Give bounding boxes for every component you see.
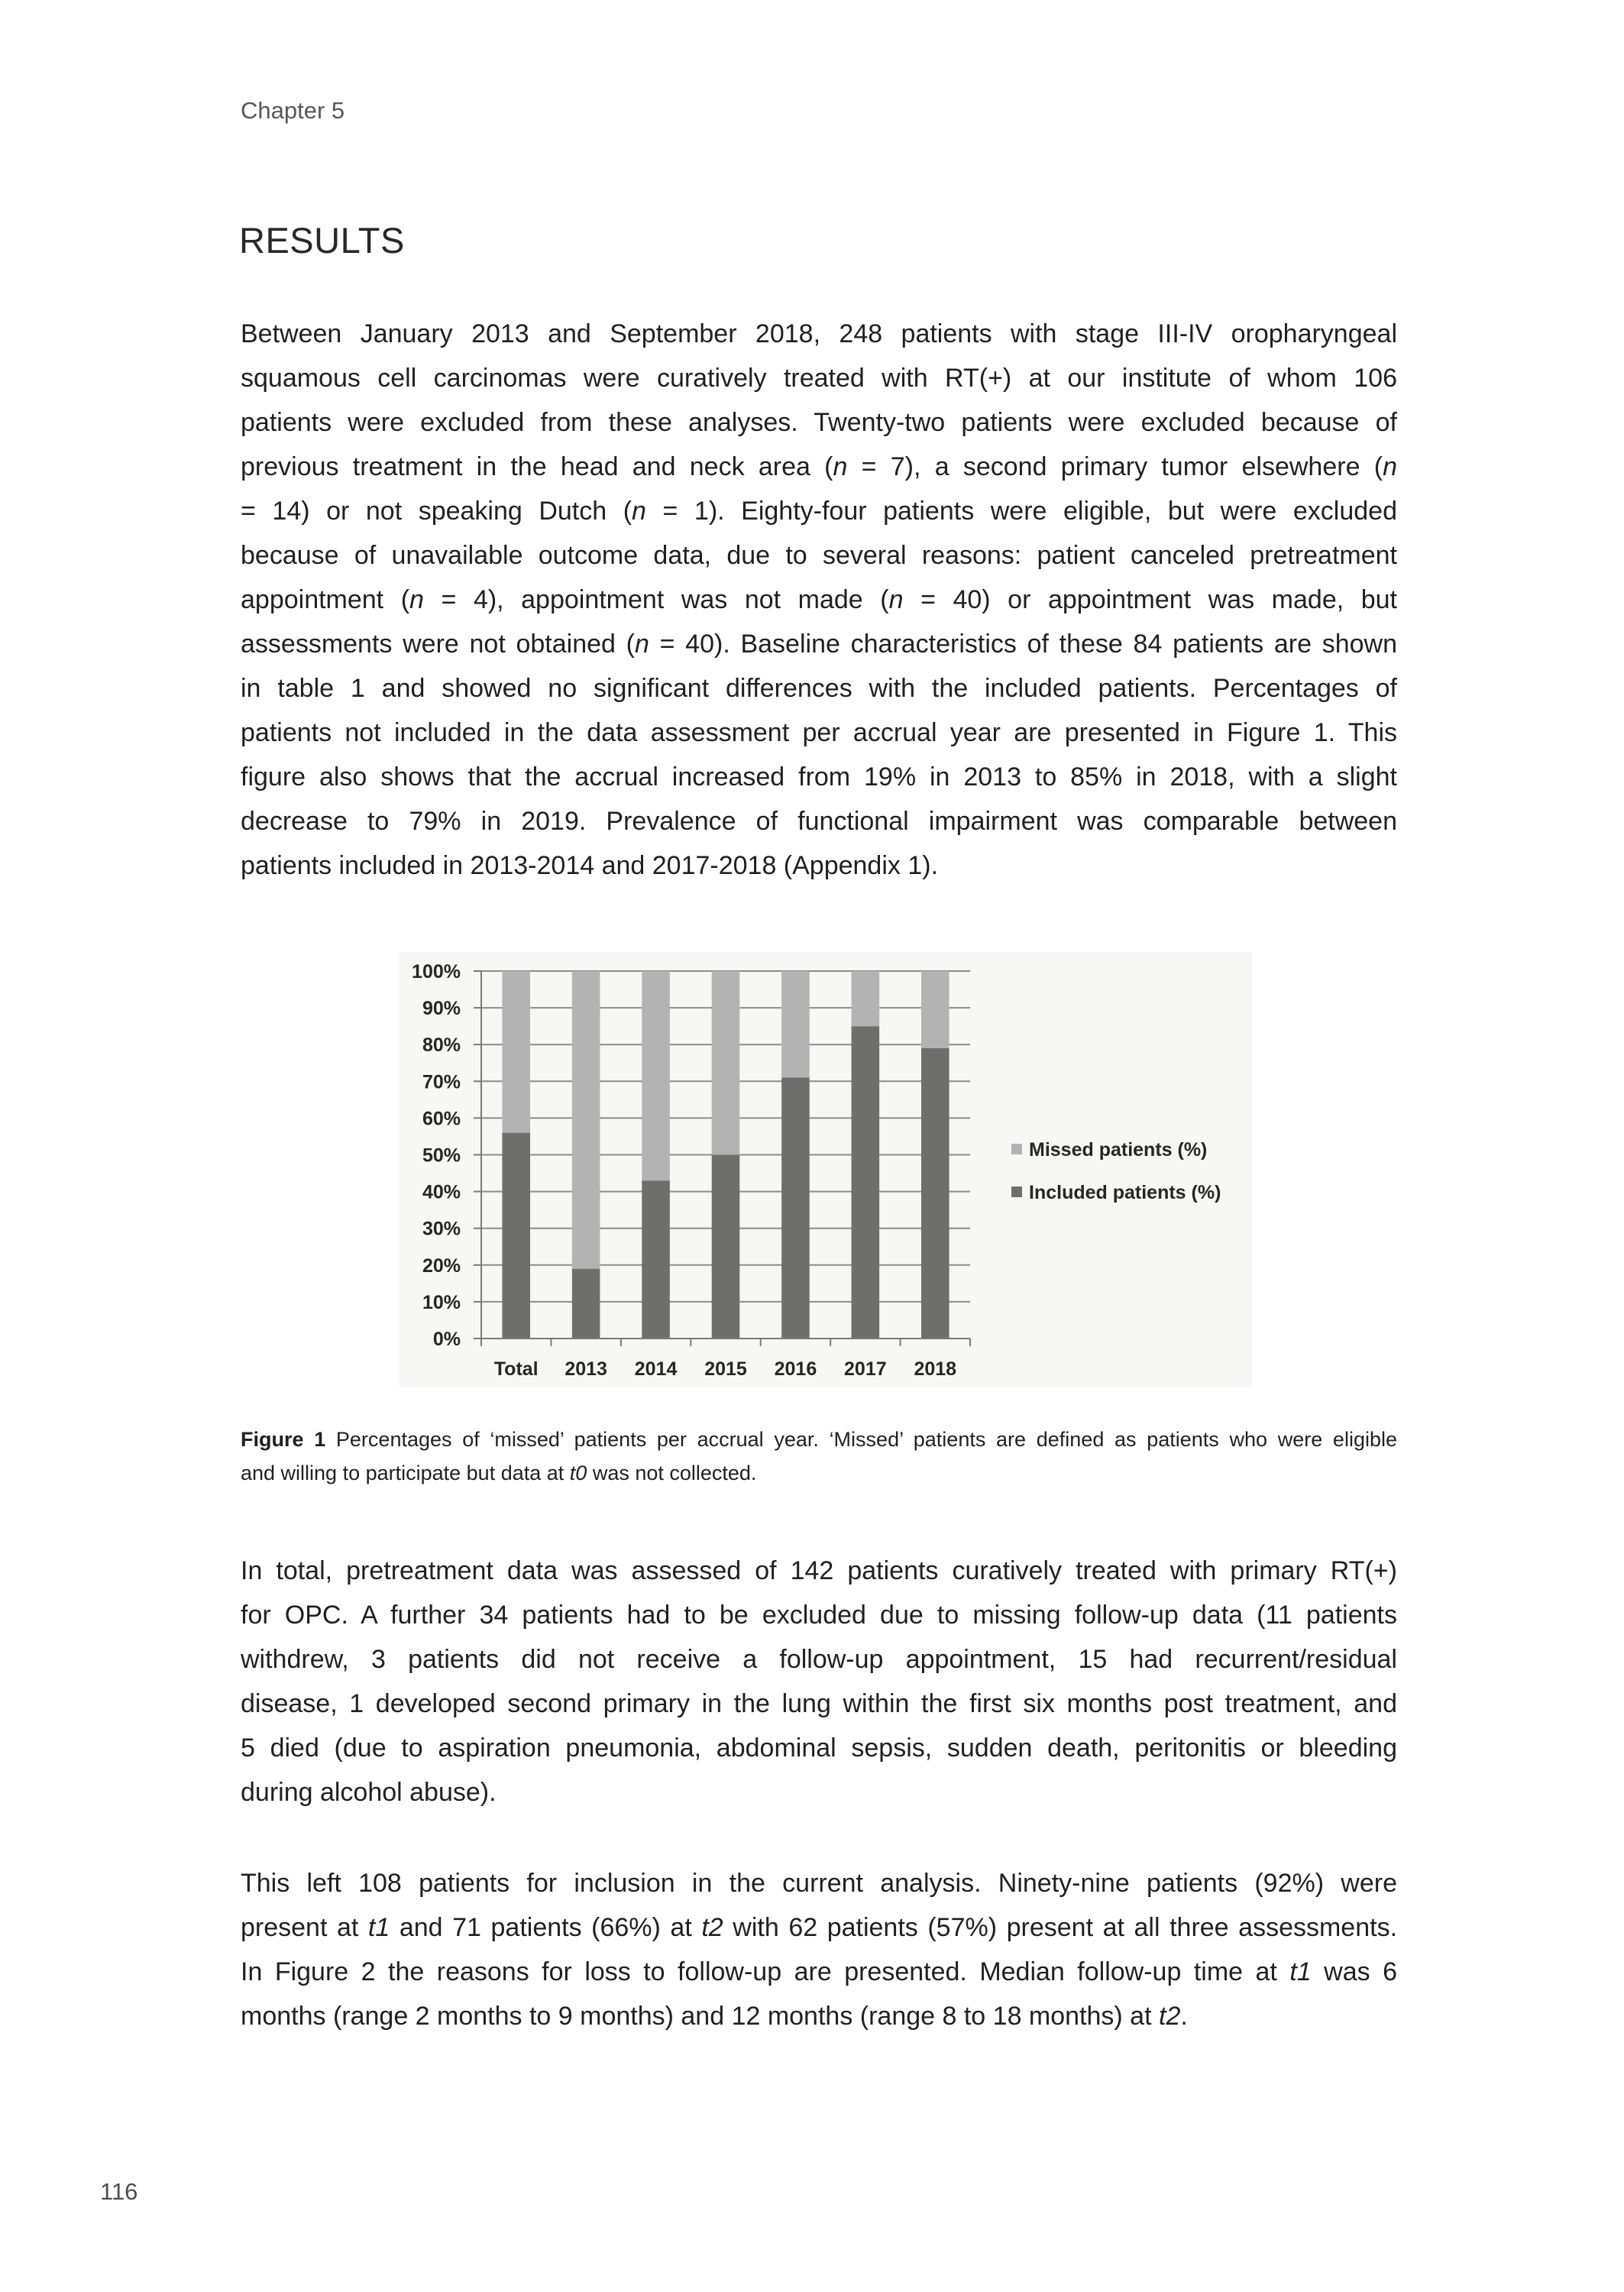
bar-included-patients-2015 [712,1155,740,1339]
bar-missed-patients-2015 [712,971,740,1155]
x-tick-label: 2013 [565,1358,607,1380]
section-heading: RESULTS [239,220,405,261]
text-line [241,711,1397,755]
text-run: patients were excluded from these analyses. Twenty-two patients were excluded because of [241,408,1397,437]
text-run: because of unavailable outcome data, due to several reasons: patient canceled pretreatment [241,541,1397,570]
text-run: squamous cell carcinomas were curatively treated with RT(+) at our institute of whom 106 [241,364,1397,393]
body-paragraph [241,312,1397,888]
text-run: disease, 1 developed second primary in the lung within the first six months post treatment, and [241,1689,1397,1718]
bar-missed-patients-2016 [781,971,810,1077]
bar-missed-patients-2017 [852,971,880,1026]
text-run: for OPC. A further 34 patients had to be excluded due to missing follow-up data (11 patients [241,1601,1397,1630]
legend-label: Missed patients (%) [1029,1139,1208,1161]
italic-text: n [888,585,904,614]
italic-text: n [833,452,848,481]
text-run: present at [241,1913,368,1942]
text-run: 5 died (due to aspiration pneumonia, abdominal sepsis, sudden death, peritonitis or bleeding [241,1734,1397,1763]
bar-missed-patients-total [502,971,530,1133]
text-run: in table 1 and showed no significant differences with the included patients. Percentages of [241,674,1397,703]
text-line [241,666,1397,711]
text-line [241,1770,1397,1814]
x-tick-label: 2016 [774,1358,817,1380]
text-line [241,1549,1397,1593]
text-line [241,1861,1397,1905]
bar-included-patients-total [502,1133,530,1339]
page-number: 116 [100,2178,138,2205]
text-run: . [1180,2002,1188,2031]
text-run: = 40) or appointment was made, but [903,585,1397,614]
text-line [241,1682,1397,1726]
y-tick-label: 30% [422,1218,461,1240]
text-line [241,400,1397,445]
text-run: In total, pretreatment data was assessed of 142 patients curatively treated with primary RT(+) [241,1556,1397,1585]
body-paragraph [241,1549,1397,1814]
italic-text: n [634,630,649,659]
legend-swatch [1011,1144,1022,1154]
text-run: and 71 patients (66%) at [390,1913,702,1942]
text-run: = 14) or not speaking Dutch ( [241,497,632,526]
text-line [241,1637,1397,1682]
bar-included-patients-2016 [781,1077,810,1339]
text-line [241,578,1397,622]
legend-label: Included patients (%) [1029,1182,1221,1203]
y-tick-label: 80% [422,1034,461,1057]
text-run: figure also shows that the accrual increased from 19% in 2013 to 85% in 2018, with a slight [241,762,1397,792]
running-head: Chapter 5 [241,97,345,124]
bar-included-patients-2018 [921,1048,949,1339]
text-line [241,843,1397,888]
italic-text: n [632,497,646,526]
italic-text: n [1383,452,1397,481]
text-run: and willing to participate but data at [241,1462,570,1484]
bold-label: Figure 1 [241,1428,326,1451]
text-line [241,489,1397,533]
text-line [241,1905,1397,1950]
legend-swatch [1011,1186,1022,1197]
text-run: appointment ( [241,585,410,614]
text-line [241,755,1397,799]
x-tick-label: 2017 [844,1358,887,1380]
text-line [241,1994,1397,2038]
bar-included-patients-2017 [852,1026,880,1339]
x-tick-label: 2015 [704,1358,747,1380]
stacked-bar-chart [399,952,1252,1387]
text-run: patients included in 2013-2014 and 2017-2018 (Appendix 1). [241,851,939,880]
text-run: was not collected. [587,1462,757,1484]
body-paragraph [241,1861,1397,2038]
y-tick-label: 50% [422,1144,461,1167]
bar-missed-patients-2013 [572,971,600,1269]
y-tick-label: 90% [422,998,461,1020]
text-line [241,1726,1397,1770]
text-line [241,799,1397,843]
y-tick-label: 60% [422,1108,461,1130]
text-run: = 7), a second primary tumor elsewhere ( [847,452,1383,481]
y-tick-label: 40% [422,1181,461,1203]
italic-text: t1 [1289,1957,1312,1986]
bar-included-patients-2014 [642,1180,670,1339]
text-run: This left 108 patients for inclusion in the current analysis. Ninety-nine patients (92%) were [241,1869,1397,1898]
italic-text: t1 [367,1913,390,1942]
text-line [241,356,1397,400]
bar-missed-patients-2018 [921,971,949,1048]
text-run: = 4), appointment was not made ( [423,585,889,614]
figure-caption [241,1423,1397,1490]
x-tick-label: 2014 [634,1358,678,1380]
text-run: previous treatment in the head and neck area ( [241,452,833,481]
text-line [241,1456,1397,1490]
x-tick-label: 2018 [914,1358,957,1380]
text-line [241,1950,1397,1994]
y-tick-label: 0% [432,1329,461,1350]
text-run: during alcohol abuse). [241,1778,497,1807]
italic-text: t2 [701,1913,723,1942]
text-line [241,1593,1397,1637]
text-run: decrease to 79% in 2019. Prevalence of functional impairment was comparable between [241,807,1397,836]
italic-text: t0 [569,1462,587,1484]
bar-included-patients-2013 [572,1269,600,1339]
x-tick-label: Total [493,1358,539,1380]
text-run: assessments were not obtained ( [241,630,635,659]
text-run: Between January 2013 and September 2018, 248 patients with stage III-IV oropharyngeal [241,319,1397,348]
text-run: Percentages of ‘missed’ patients per accrual year. ‘Missed’ patients are defined as patients who were eligible [325,1428,1397,1451]
y-tick-label: 100% [412,961,461,983]
text-run: = 40). Baseline characteristics of these 84 patients are shown [649,630,1397,659]
text-line [241,1423,1397,1456]
text-run: withdrew, 3 patients did not receive a follow-up appointment, 15 had recurrent/residual [241,1645,1397,1674]
y-tick-label: 20% [422,1254,461,1277]
text-run: = 1). Eighty-four patients were eligible, but were excluded [645,497,1397,526]
text-line [241,533,1397,578]
text-line [241,622,1397,666]
italic-text: n [409,585,424,614]
y-tick-label: 70% [422,1071,461,1093]
text-run: patients not included in the data assessment per accrual year are presented in Figure 1. This [241,718,1397,747]
y-tick-label: 10% [422,1291,461,1313]
text-run: months (range 2 months to 9 months) and 12 months (range 8 to 18 months) at [241,2002,1159,2031]
italic-text: t2 [1159,2002,1181,2031]
text-run: was 6 [1311,1957,1398,1986]
text-run: with 62 patients (57%) present at all three assessments. [723,1913,1398,1942]
text-run: In Figure 2 the reasons for loss to follow-up are presented. Median follow-up time at [241,1957,1290,1986]
text-line [241,312,1397,356]
bar-missed-patients-2014 [642,971,670,1180]
text-line [241,445,1397,489]
